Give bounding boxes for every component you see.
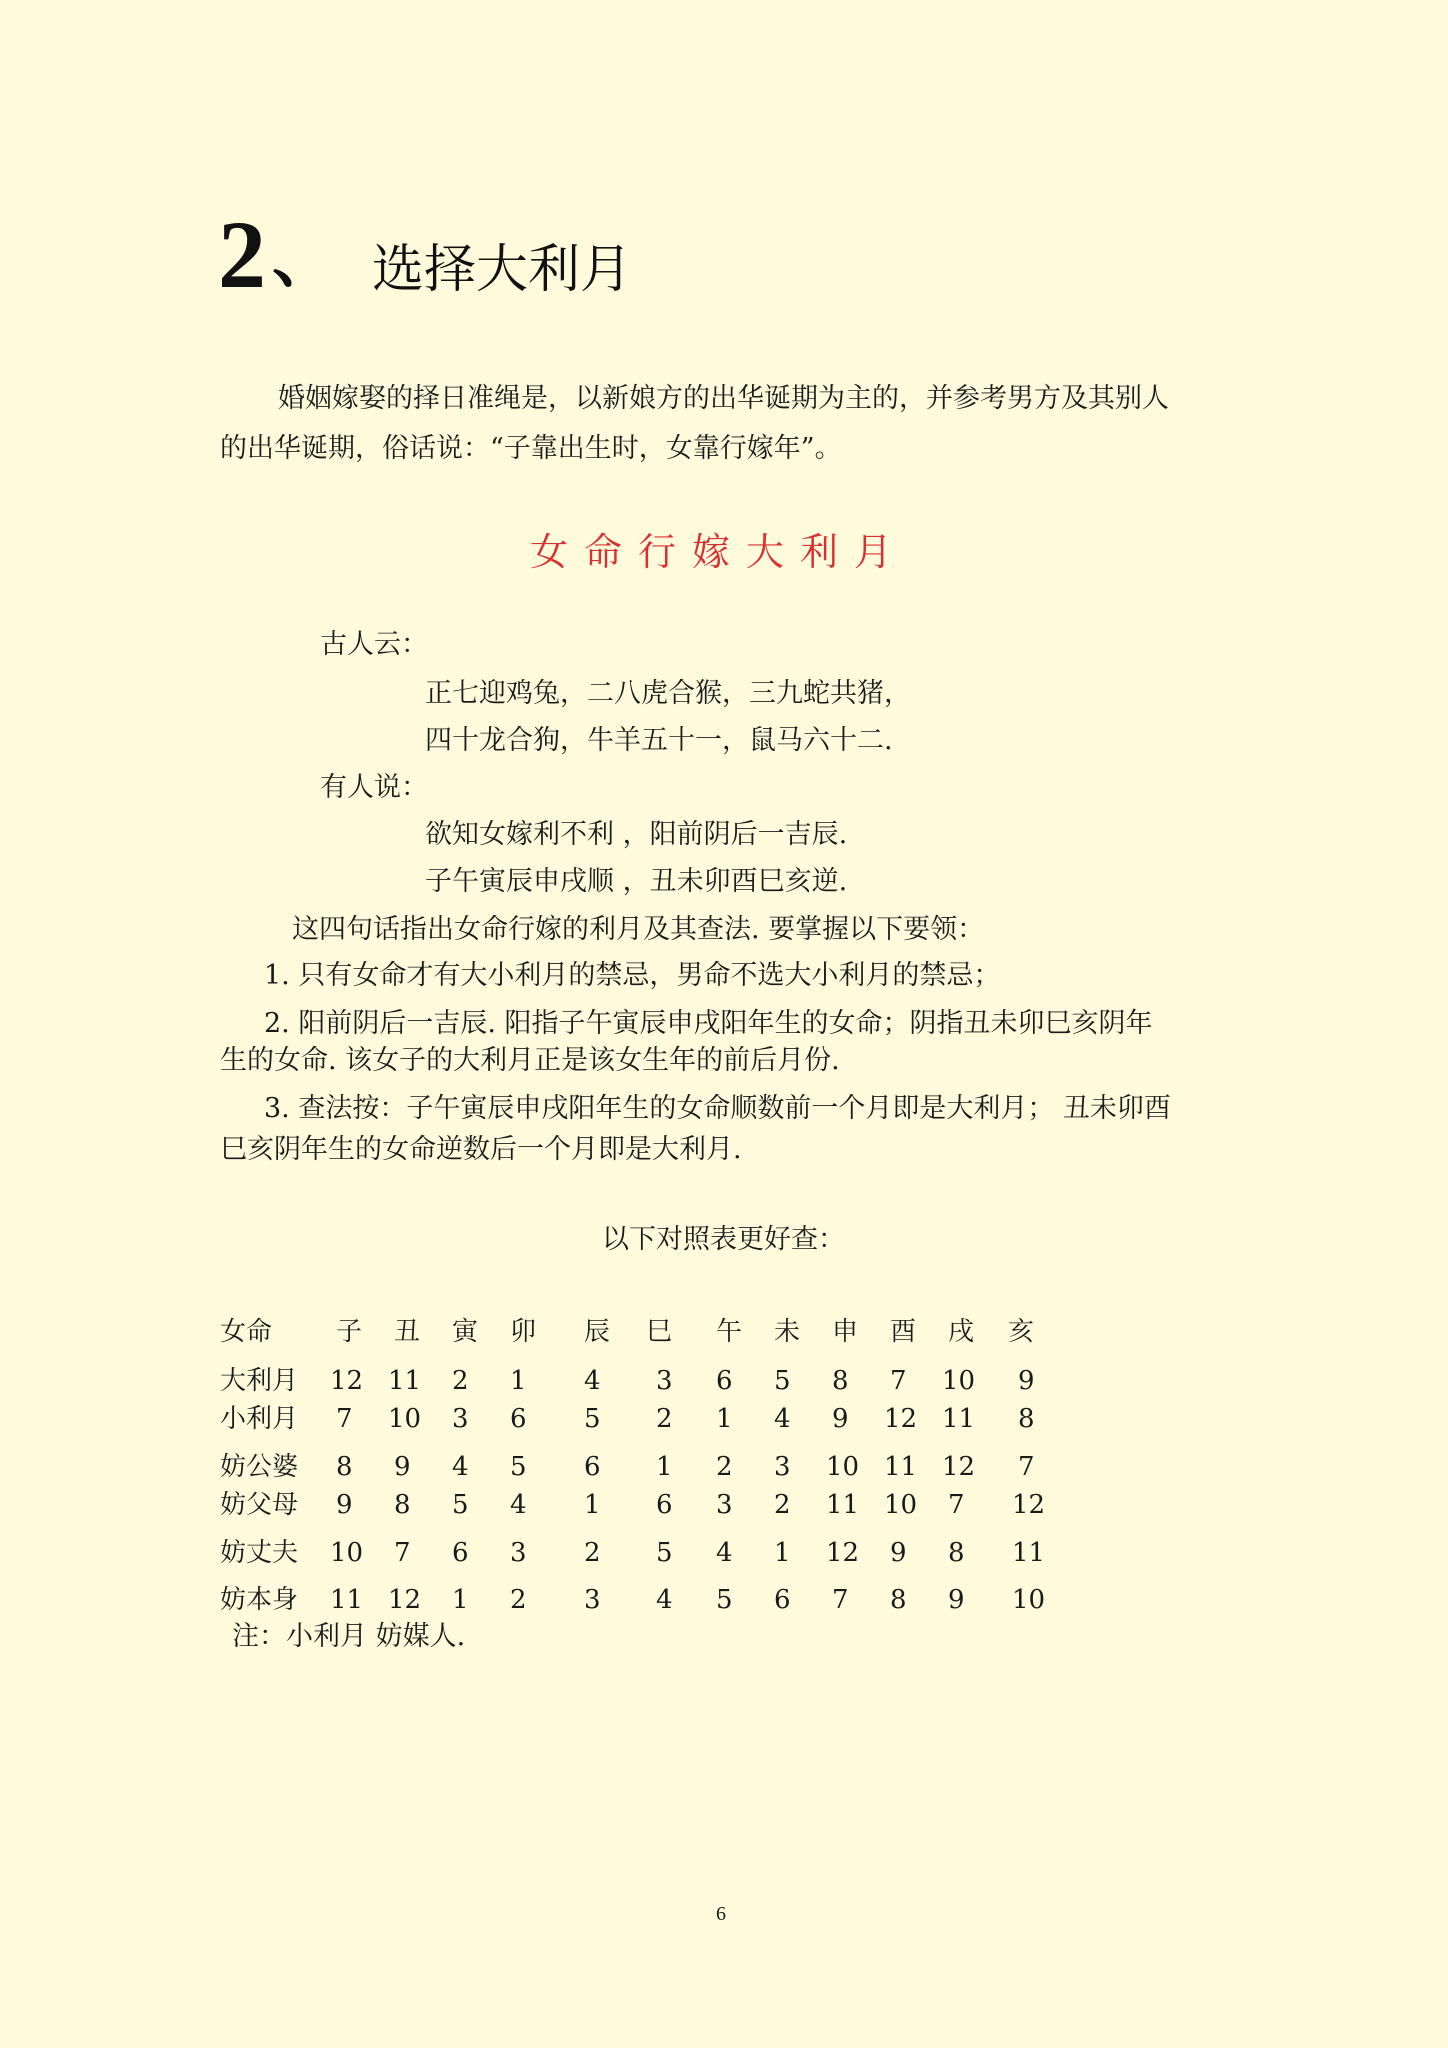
table-cell: 4 <box>716 1538 733 1568</box>
table-cell: 9 <box>336 1490 353 1520</box>
table-cell: 9 <box>948 1585 965 1615</box>
table-row-label: 妨丈夫 <box>220 1538 299 1568</box>
table-cell: 7 <box>336 1404 353 1434</box>
table-cell: 2 <box>452 1366 469 1396</box>
table-cell: 2 <box>584 1538 601 1568</box>
table-row-label: 小利月 <box>220 1404 299 1434</box>
page-title: 选择大利月 <box>372 240 633 300</box>
table-cell: 4 <box>584 1366 601 1396</box>
table-cell: 3 <box>452 1404 469 1434</box>
table-cell: 8 <box>890 1585 907 1615</box>
table-cell: 6 <box>656 1490 673 1520</box>
table-intro: 以下对照表更好查： <box>602 1224 845 1255</box>
others-line-1: 欲知女嫁利不利 ，阳前阴后一吉辰. <box>425 819 848 850</box>
table-cell: 6 <box>716 1366 733 1396</box>
table-cell: 12 <box>942 1452 976 1482</box>
page-number: 6 <box>716 1903 726 1925</box>
table-header-cell: 未 <box>774 1317 801 1347</box>
table-cell: 11 <box>942 1404 976 1434</box>
table-cell: 3 <box>774 1452 791 1482</box>
table-cell: 11 <box>330 1585 364 1615</box>
table-cell: 11 <box>826 1490 860 1520</box>
table-cell: 8 <box>948 1538 965 1568</box>
table-header-cell: 巳 <box>646 1317 673 1347</box>
table-header-cell: 辰 <box>584 1317 611 1347</box>
table-row-label: 大利月 <box>220 1366 299 1396</box>
table-cell: 8 <box>832 1366 849 1396</box>
others-label: 有人说： <box>320 772 428 803</box>
table-cell: 7 <box>948 1490 965 1520</box>
table-cell: 12 <box>330 1366 364 1396</box>
table-cell: 1 <box>510 1366 527 1396</box>
table-cell: 10 <box>388 1404 422 1434</box>
ancients-label: 古人云： <box>320 629 428 660</box>
table-cell: 2 <box>656 1404 673 1434</box>
table-cell: 1 <box>774 1538 791 1568</box>
table-header-cell: 酉 <box>890 1317 917 1347</box>
table-cell: 12 <box>1012 1490 1046 1520</box>
table-cell: 1 <box>656 1452 673 1482</box>
table-cell: 3 <box>510 1538 527 1568</box>
table-header-cell: 寅 <box>452 1317 479 1347</box>
table-header-cell: 亥 <box>1008 1317 1035 1347</box>
table-cell: 7 <box>1018 1452 1035 1482</box>
table-cell: 10 <box>942 1366 976 1396</box>
table-cell: 6 <box>774 1585 791 1615</box>
table-cell: 9 <box>890 1538 907 1568</box>
table-cell: 4 <box>656 1585 673 1615</box>
table-cell: 4 <box>452 1452 469 1482</box>
table-row-label: 妨本身 <box>220 1585 299 1615</box>
table-cell: 4 <box>510 1490 527 1520</box>
section-title: 女命行嫁大利月 <box>530 530 909 574</box>
table-cell: 5 <box>584 1404 601 1434</box>
explain-item-2a: 2. 阳前阴后一吉辰. 阳指子午寅辰申戌阳年生的女命；阴指丑未卯巳亥阴年 <box>264 1008 1153 1039</box>
table-cell: 10 <box>330 1538 364 1568</box>
table-cell: 9 <box>394 1452 411 1482</box>
ancients-line-1: 正七迎鸡兔，二八虎合猴，三九蛇共猪， <box>425 678 911 709</box>
explain-lead: 这四句话指出女命行嫁的利月及其查法. 要掌握以下要领： <box>292 914 985 945</box>
table-cell: 3 <box>716 1490 733 1520</box>
table-cell: 5 <box>774 1366 791 1396</box>
table-row-label: 妨公婆 <box>220 1452 299 1482</box>
table-cell: 5 <box>510 1452 527 1482</box>
table-cell: 3 <box>656 1366 673 1396</box>
intro-line-2: 的出华诞期，俗话说：“子靠出生时，女靠行嫁年”。 <box>220 433 842 464</box>
table-header-cell: 戌 <box>948 1317 975 1347</box>
table-cell: 4 <box>774 1404 791 1434</box>
table-cell: 7 <box>890 1366 907 1396</box>
table-cell: 11 <box>884 1452 918 1482</box>
table-cell: 10 <box>1012 1585 1046 1615</box>
ancients-line-2: 四十龙合狗，牛羊五十一，鼠马六十二. <box>425 725 893 756</box>
table-header-cell: 子 <box>336 1317 363 1347</box>
heading-number: 2 <box>218 201 266 308</box>
table-header-cell: 午 <box>716 1317 743 1347</box>
table-cell: 8 <box>336 1452 353 1482</box>
table-note: 注：小利月 妨媒人. <box>232 1621 466 1652</box>
explain-item-1: 1. 只有女命才有大小利月的禁忌，男命不选大小利月的禁忌； <box>264 960 1001 991</box>
table-cell: 2 <box>774 1490 791 1520</box>
table-cell: 5 <box>452 1490 469 1520</box>
table-cell: 12 <box>388 1585 422 1615</box>
table-cell: 10 <box>884 1490 918 1520</box>
others-line-2: 子午寅辰申戌顺 ，丑未卯酉巳亥逆. <box>425 866 848 897</box>
table-header-cell: 丑 <box>394 1317 421 1347</box>
heading-mark: 、 <box>272 222 336 297</box>
explain-item-3b: 巳亥阴年生的女命逆数后一个月即是大利月. <box>220 1134 742 1165</box>
table-cell: 6 <box>510 1404 527 1434</box>
intro-line-1: 婚姻嫁娶的择日准绳是，以新娘方的出华诞期为主的，并参考男方及其别人 <box>278 383 1169 414</box>
table-cell: 6 <box>452 1538 469 1568</box>
table-cell: 9 <box>832 1404 849 1434</box>
table-cell: 3 <box>584 1585 601 1615</box>
explain-item-3a: 3. 查法按：子午寅辰申戌阳年生的女命顺数前一个月即是大利月； 丑未卯酉 <box>264 1093 1171 1124</box>
table-cell: 5 <box>656 1538 673 1568</box>
table-cell: 8 <box>394 1490 411 1520</box>
table-cell: 7 <box>394 1538 411 1568</box>
table-header-cell: 申 <box>832 1317 859 1347</box>
table-cell: 2 <box>510 1585 527 1615</box>
table-cell: 12 <box>826 1538 860 1568</box>
table-header-label: 女命 <box>220 1317 273 1347</box>
table-cell: 9 <box>1018 1366 1035 1396</box>
table-cell: 5 <box>716 1585 733 1615</box>
table-cell: 7 <box>832 1585 849 1615</box>
explain-item-2b: 生的女命. 该女子的大利月正是该女生年的前后月份. <box>220 1045 840 1076</box>
table-cell: 6 <box>584 1452 601 1482</box>
table-cell: 2 <box>716 1452 733 1482</box>
table-header-cell: 卯 <box>510 1317 537 1347</box>
table-cell: 11 <box>388 1366 422 1396</box>
table-cell: 8 <box>1018 1404 1035 1434</box>
table-cell: 1 <box>716 1404 733 1434</box>
table-cell: 10 <box>826 1452 860 1482</box>
table-row-label: 妨父母 <box>220 1490 299 1520</box>
table-cell: 1 <box>452 1585 469 1615</box>
table-cell: 1 <box>584 1490 601 1520</box>
table-cell: 11 <box>1012 1538 1046 1568</box>
table-cell: 12 <box>884 1404 918 1434</box>
